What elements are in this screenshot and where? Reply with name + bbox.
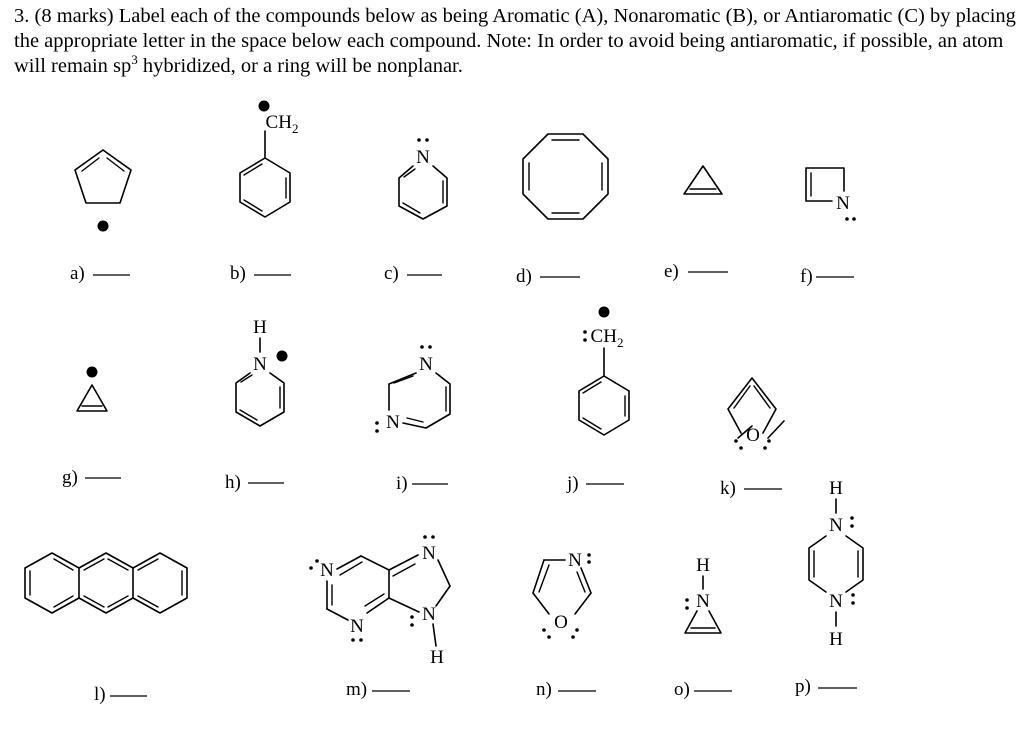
positive-charge-icon [259, 101, 270, 112]
atom-n: N [829, 515, 843, 536]
label-i: i) [396, 473, 408, 494]
label-j: j) [567, 473, 579, 494]
atom-h: H [829, 629, 843, 650]
compound-d [523, 134, 608, 219]
atom-sub2: 2 [291, 121, 299, 136]
atom-ch: CH [265, 112, 292, 133]
compound-g [77, 367, 107, 412]
label-d: d) [516, 266, 532, 287]
compound-n [533, 550, 591, 639]
svg-text:CH2 [591, 326, 624, 350]
question-text-end: hybridized, or a ring will be nonplanar. [137, 55, 463, 77]
positive-charge-icon [98, 221, 109, 232]
atom-n: N [386, 412, 400, 433]
atom-ch: CH [590, 326, 617, 347]
label-h: h) [225, 472, 241, 493]
label-b: b) [230, 263, 246, 284]
atom-h: H [430, 647, 444, 668]
atom-n: N [419, 354, 433, 375]
atom-h: H [253, 317, 267, 338]
atom-n: N [416, 147, 430, 168]
label-n: n) [536, 679, 552, 700]
atom-n: N [836, 193, 850, 214]
label-k: k) [720, 478, 736, 499]
atom-n: N [568, 550, 582, 571]
label-a: a) [70, 263, 85, 284]
label-o: o) [674, 679, 690, 700]
compound-k [728, 378, 784, 450]
compound-h [236, 317, 288, 426]
svg-text:CH2 [266, 112, 299, 136]
atom-n: N [422, 604, 436, 625]
label-l: l) [94, 684, 106, 705]
atom-n: N [253, 354, 267, 375]
atom-h: H [829, 478, 843, 499]
label-e: e) [664, 261, 679, 282]
atom-n: N [350, 616, 364, 637]
positive-charge-icon [277, 351, 288, 362]
label-m: m) [346, 679, 368, 700]
label-p: p) [795, 676, 811, 697]
label-g: g) [62, 467, 78, 488]
compound-f [806, 168, 856, 221]
atom-sub2: 2 [616, 335, 624, 350]
compound-m [309, 535, 450, 668]
atom-n: N [829, 591, 843, 612]
compound-o [685, 555, 721, 633]
atom-o: O [746, 425, 760, 446]
question-text: 3. (8 marks) Label each of the compounds below as being Aromatic (A), Nonaromatic (B), or Antiaromatic (C) by placing the appropriate letter in the space below each compound. Note: In order to avoid being antiaromatic, if possible, an atom will remain sp [14, 5, 1016, 77]
compound-j [579, 307, 629, 436]
compound-p [809, 478, 863, 650]
negative-charge-icon [599, 307, 610, 318]
label-c: c) [384, 263, 399, 284]
compound-c [399, 138, 447, 219]
compound-i [375, 345, 450, 433]
atom-n: N [696, 591, 710, 612]
compound-l [25, 553, 187, 613]
answer-blanks [62, 261, 857, 705]
compound-e [684, 166, 722, 194]
compound-b [240, 101, 298, 218]
label-f: f) [800, 266, 813, 287]
atom-o: O [554, 612, 568, 633]
atom-n: N [422, 543, 436, 564]
atom-n: N [320, 560, 334, 581]
sp3-superscript: 3 [131, 52, 138, 68]
compound-a [75, 150, 131, 232]
atom-h: H [696, 555, 710, 576]
positive-charge-icon [87, 367, 98, 378]
